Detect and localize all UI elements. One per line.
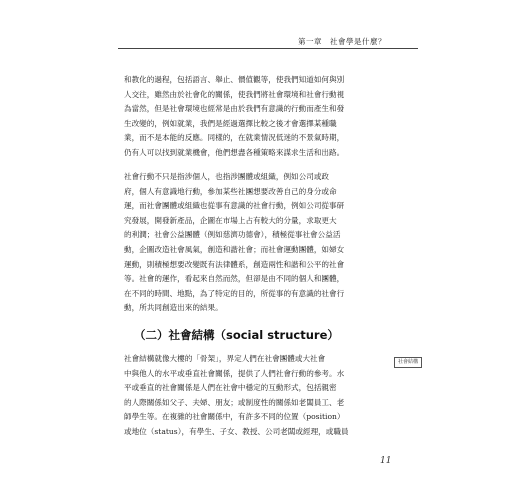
paragraph-social-action	[124, 170, 384, 316]
text-line: 運動，則積極想要改變既有法律體系，創造兩性和諧和公平的社會	[124, 259, 345, 269]
page-number: 11	[380, 456, 392, 466]
text-line: 人交往，雖然由於社會化的關係，使我們將社會環境和社會行動視	[124, 89, 345, 99]
margin-keyword-tag: 社會結構	[394, 357, 422, 368]
text-line: 的利潤；社會公益團體（例如慈濟功德會），積極從事社會公益活	[124, 230, 341, 240]
section-heading: （二）社會結構（social structure）	[134, 328, 339, 342]
text-line: 業，而不是本能的反應。同樣的，在就業情況低迷的不景氣時期，	[124, 133, 345, 143]
text-line: 中與他人的水平或垂直社會關係，提供了人們社會行動的參考。水	[124, 368, 345, 378]
text-line: 在不同的時間、地點，為了特定的目的，所從事的有意識的社會行	[124, 288, 345, 298]
text-line: 或地位（status），有學生、子女、教授、公司老闆或經理，或職員	[124, 426, 349, 436]
text-line: 師學生等。在複雜的社會關係中，有許多不同的位置（position）	[124, 412, 345, 422]
text-line: 等。社會的運作，看起來自然而然，但卻是由不同的個人和團體，	[124, 274, 345, 284]
text-line: 究發展，開發新產品，企圖在市場上占有較大的分量，求取更大	[124, 215, 337, 225]
text-line: 仍有人可以找到就業機會，他們想盡各種策略來謀求生活和出路。	[124, 147, 345, 157]
text-line: 為當然，但是社會環境也經常是由於我們有意識的行動而產生和發	[124, 104, 345, 114]
text-line: 府，個人有意識地行動，參加某些社團想要改善自己的身分或命	[124, 186, 337, 196]
paragraph-socialization	[124, 73, 384, 161]
text-line: 平或垂直的社會關係是人們在社會中穩定的互動形式，包括親密	[124, 383, 337, 393]
text-line: 運，而社會團體或組織也從事有意識的社會行動，例如公司從事研	[124, 201, 345, 211]
text-line: 和教化的過程，包括語言、舉止、價值觀等，使我們知道如何與別	[124, 75, 345, 84]
header-divider	[118, 48, 418, 49]
text-line: 生改變的，例如就業，我們是經過選擇比較之後才會選擇某種職	[124, 118, 337, 128]
text-line: 的人際關係如父子、夫婦、朋友；或制度性的關係如老闆員工、老	[124, 397, 345, 407]
text-line: 社會結構就像大樓的「骨架」，界定人們在社會團體或大社會	[124, 354, 326, 363]
paragraph-social-structure	[124, 352, 384, 440]
running-header: 第一章 社會學是什麼？	[298, 37, 386, 46]
text-line: 社會行動不只是指涉個人，也指涉團體或組織，例如公司或政	[124, 172, 330, 181]
text-line: 動，企圖改造社會風氣，創造和諧社會；而社會運動團體，如婦女	[124, 244, 345, 254]
text-line: 動，所共同創造出來的結果。	[124, 303, 223, 313]
